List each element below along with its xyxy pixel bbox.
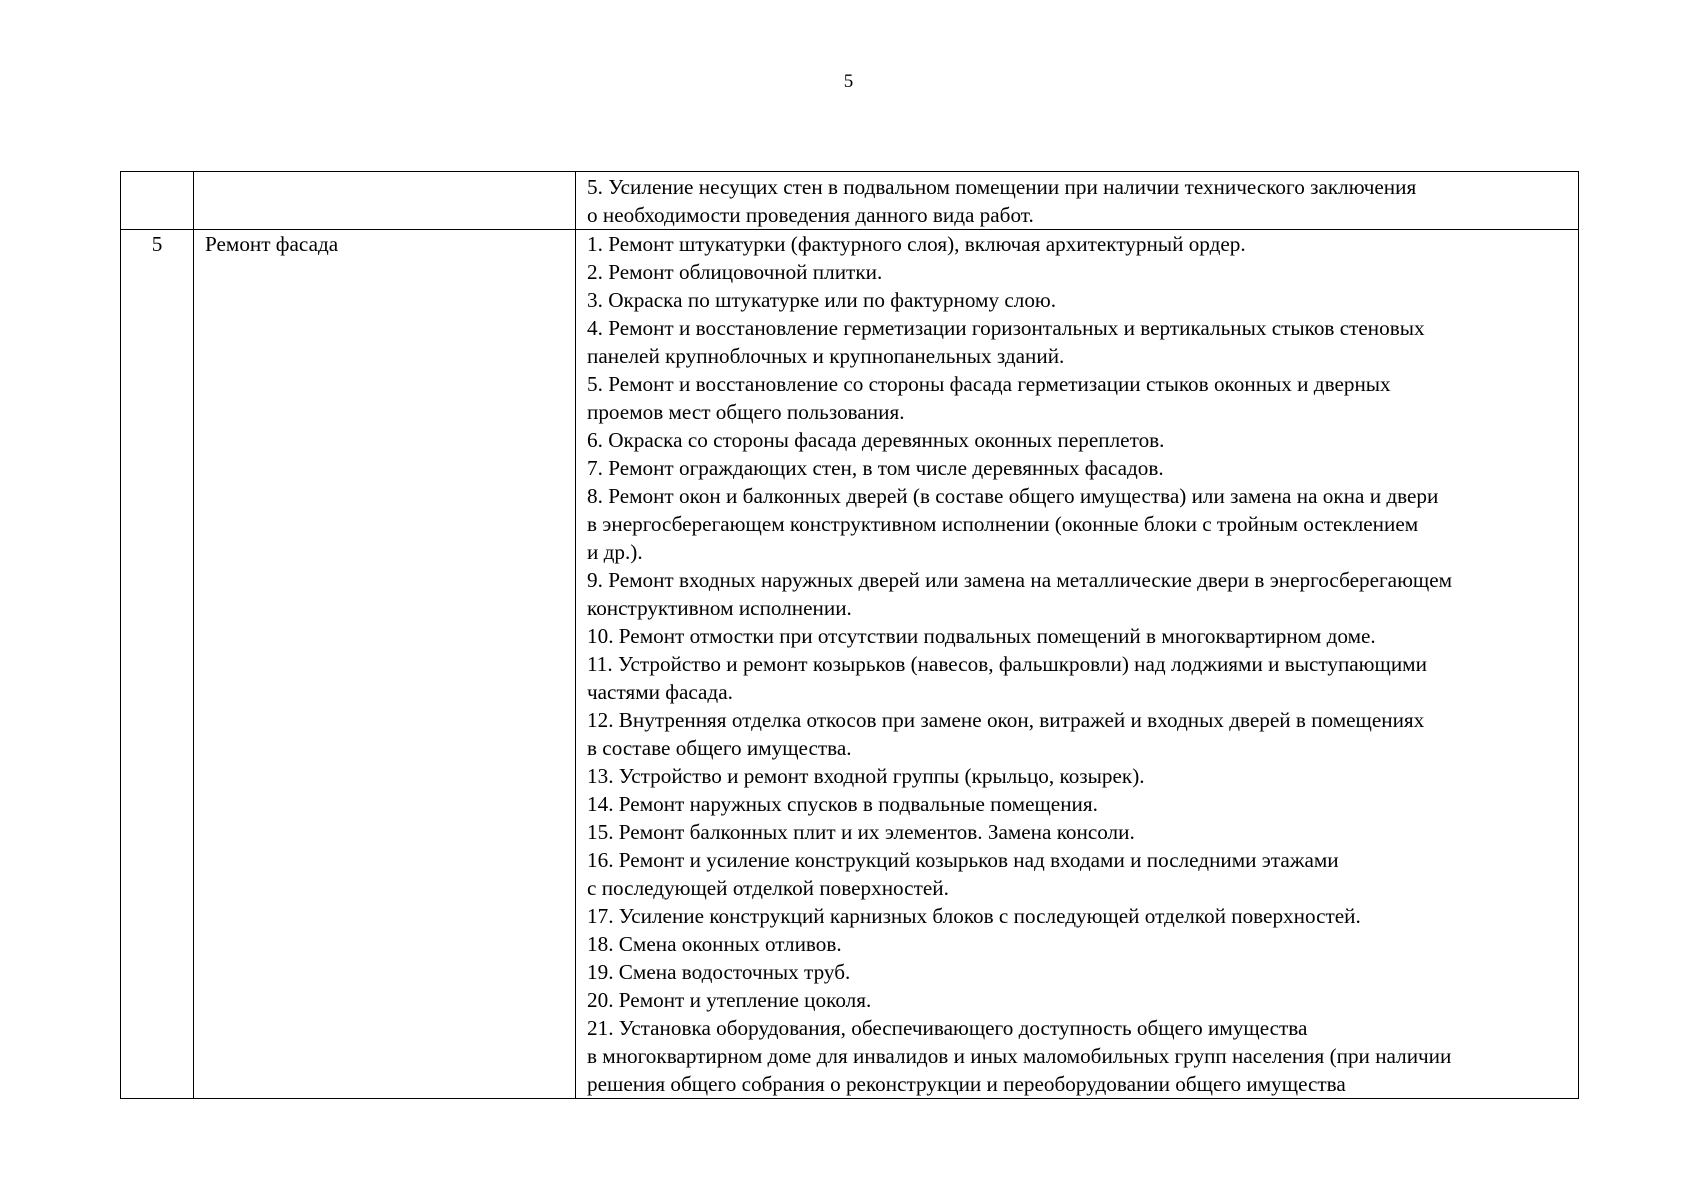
- work-line: 21. Установка оборудования, обеспечивающего доступность общего имущества: [587, 1016, 1308, 1040]
- work-line: в составе общего имущества.: [587, 736, 852, 760]
- work-line: с последующей отделкой поверхностей.: [587, 876, 949, 900]
- row-works-cell: [576, 230, 1579, 1099]
- work-line: 6. Окраска со стороны фасада деревянных оконных переплетов.: [587, 428, 1165, 452]
- table-row-facade: [121, 230, 1579, 1099]
- work-line: панелей крупноблочных и крупнопанельных зданий.: [587, 344, 1065, 368]
- work-line: 10. Ремонт отмостки при отсутствии подвальных помещений в многоквартирном доме.: [587, 624, 1376, 648]
- work-line: решения общего собрания о реконструкции и переоборудовании общего имущества: [587, 1072, 1346, 1096]
- row-number-cell: [121, 172, 194, 230]
- work-line: конструктивном исполнении.: [587, 596, 852, 620]
- work-line: проемов мест общего пользования.: [587, 400, 905, 424]
- table-row-continued: [121, 172, 1579, 230]
- row-name-cell: [194, 172, 576, 230]
- work-line: 7. Ремонт ограждающих стен, в том числе деревянных фасадов.: [587, 456, 1164, 480]
- row-works-cell: [576, 172, 1579, 230]
- work-line: 12. Внутренняя отделка откосов при замене окон, витражей и входных дверей в помещениях: [587, 708, 1425, 732]
- work-line: 17. Усиление конструкций карнизных блоков с последующей отделкой поверхностей.: [587, 904, 1361, 928]
- work-line: 3. Окраска по штукатурке или по фактурному слою.: [587, 288, 1057, 312]
- work-line: 5. Ремонт и восстановление со стороны фасада герметизации стыков оконных и дверных: [587, 372, 1391, 396]
- work-line: 2. Ремонт облицовочной плитки.: [587, 260, 883, 284]
- work-line: и др.).: [587, 540, 643, 564]
- row-number-cell: 5: [121, 230, 194, 1099]
- work-line: 13. Устройство и ремонт входной группы (крыльцо, козырек).: [587, 764, 1145, 788]
- work-line: 8. Ремонт окон и балконных дверей (в составе общего имущества) или замена на окна и двери: [587, 484, 1439, 508]
- work-line: частями фасада.: [587, 680, 733, 704]
- work-line: 5. Усиление несущих стен в подвальном помещении при наличии технического заключения: [587, 175, 1417, 199]
- work-line: 9. Ремонт входных наружных дверей или замена на металлические двери в энергосберегающем: [587, 568, 1453, 592]
- work-line: 4. Ремонт и восстановление герметизации горизонтальных и вертикальных стыков стеновых: [587, 316, 1425, 340]
- work-line: в многоквартирном доме для инвалидов и иных маломобильных групп населения (при наличии: [587, 1044, 1452, 1068]
- work-line: 1. Ремонт штукатурки (фактурного слоя), включая архитектурный ордер.: [587, 232, 1246, 256]
- work-line: 11. Устройство и ремонт козырьков (навесов, фальшкровли) над лоджиями и выступающими: [587, 652, 1427, 676]
- works-table: [120, 171, 1579, 1099]
- work-line: в энергосберегающем конструктивном исполнении (оконные блоки с тройным остеклением: [587, 512, 1419, 536]
- work-line: 19. Смена водосточных труб.: [587, 960, 851, 984]
- work-line: 14. Ремонт наружных спусков в подвальные помещения.: [587, 792, 1098, 816]
- work-line: 15. Ремонт балконных плит и их элементов. Замена консоли.: [587, 820, 1135, 844]
- work-line: 20. Ремонт и утепление цоколя.: [587, 988, 872, 1012]
- row-name-cell: Ремонт фасада: [194, 230, 576, 1099]
- page-number: 5: [843, 71, 854, 92]
- work-line: 18. Смена оконных отливов.: [587, 932, 842, 956]
- work-line: о необходимости проведения данного вида работ.: [587, 203, 1034, 227]
- work-line: 16. Ремонт и усиление конструкций козырьков над входами и последними этажами: [587, 848, 1339, 872]
